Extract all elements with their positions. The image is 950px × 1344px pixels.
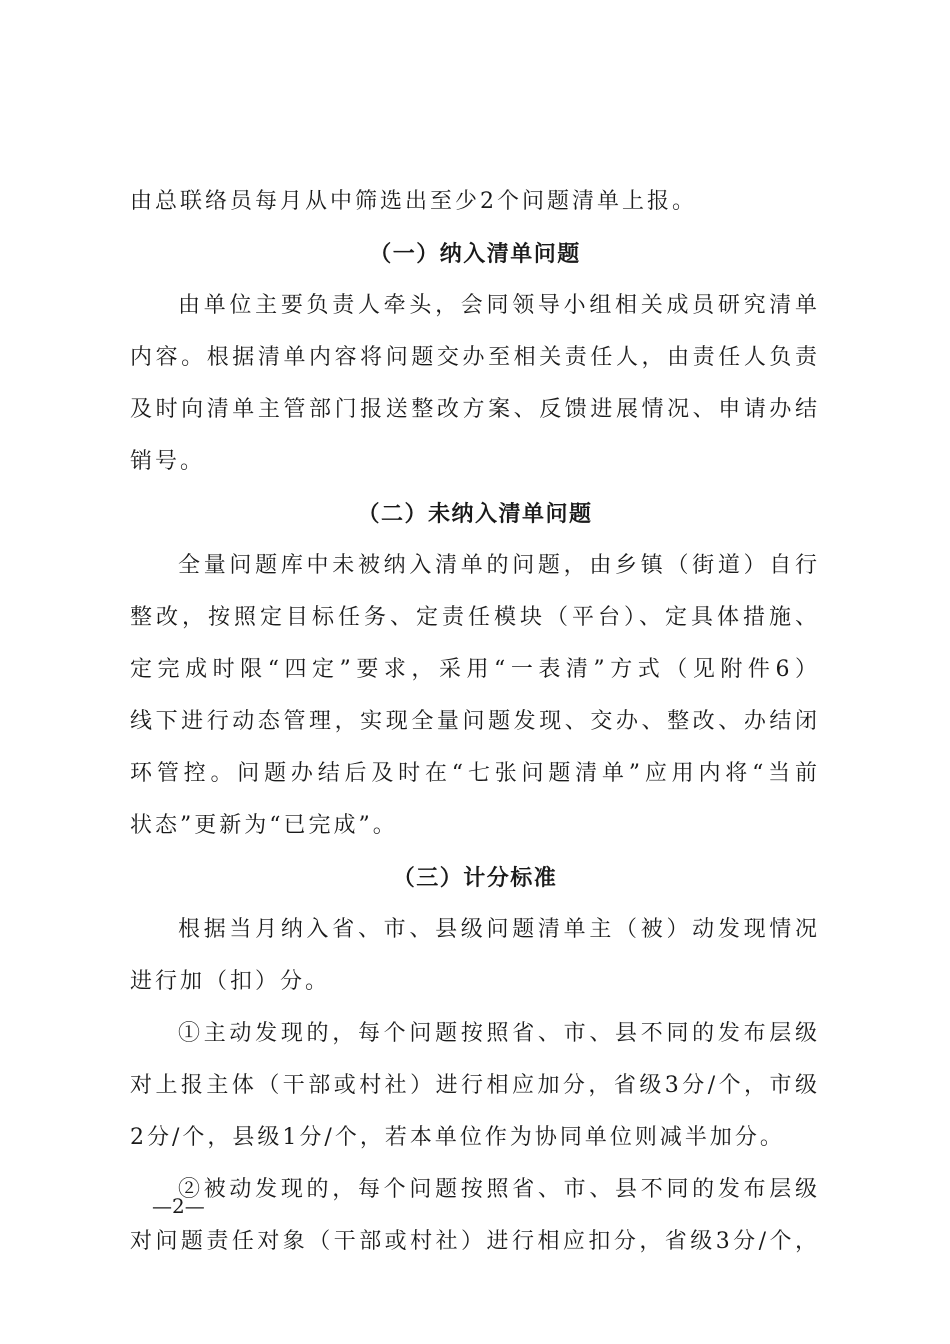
section-heading-1: （一）纳入清单问题: [369, 241, 581, 267]
paragraph-line: 2分/个，县级1分/个，若本单位作为协同单位则减半加分。: [130, 1125, 785, 1150]
page-number: —2—: [152, 1194, 205, 1218]
section-heading-3: （三）计分标准: [392, 865, 558, 891]
paragraph-line: 进行加（扣）分。: [130, 969, 331, 994]
paragraph-line: ②被动发现的，每个问题按照省、市、县不同的发布层级: [178, 1177, 820, 1202]
paragraph-line: 整改，按照定目标任务、定责任模块（平台）、定具体措施、: [130, 605, 820, 630]
paragraph-line: 环管控。问题办结后及时在“七张问题清单”应用内将“当前: [130, 761, 820, 786]
document-body: [130, 176, 820, 1268]
paragraph-line: 对问题责任对象（干部或村社）进行相应扣分，省级3分/个，: [130, 1229, 820, 1254]
paragraph-line: 销号。: [130, 449, 206, 474]
paragraph-line: 内容。根据清单内容将问题交办至相关责任人，由责任人负责: [130, 345, 820, 370]
paragraph-line: 由总联络员每月从中筛选出至少2个问题清单上报。: [130, 189, 697, 214]
paragraph-line: 状态”更新为“已完成”。: [130, 813, 398, 838]
paragraph-line: ①主动发现的，每个问题按照省、市、县不同的发布层级: [178, 1021, 820, 1046]
paragraph-line: 全量问题库中未被纳入清单的问题，由乡镇（街道）自行: [178, 553, 820, 578]
paragraph-line: 定完成时限“四定”要求，采用“一表清”方式（见附件6）: [130, 657, 820, 682]
paragraph-line: 由单位主要负责人牵头，会同领导小组相关成员研究清单: [178, 293, 820, 318]
paragraph-line: 及时向清单主管部门报送整改方案、反馈进展情况、申请办结: [130, 397, 820, 422]
section-heading-2: （二）未纳入清单问题: [357, 501, 593, 527]
paragraph-line: 对上报主体（干部或村社）进行相应加分，省级3分/个，市级: [130, 1073, 820, 1098]
paragraph-line: 根据当月纳入省、市、县级问题清单主（被）动发现情况: [178, 917, 820, 942]
paragraph-line: 线下进行动态管理，实现全量问题发现、交办、整改、办结闭: [130, 709, 820, 734]
